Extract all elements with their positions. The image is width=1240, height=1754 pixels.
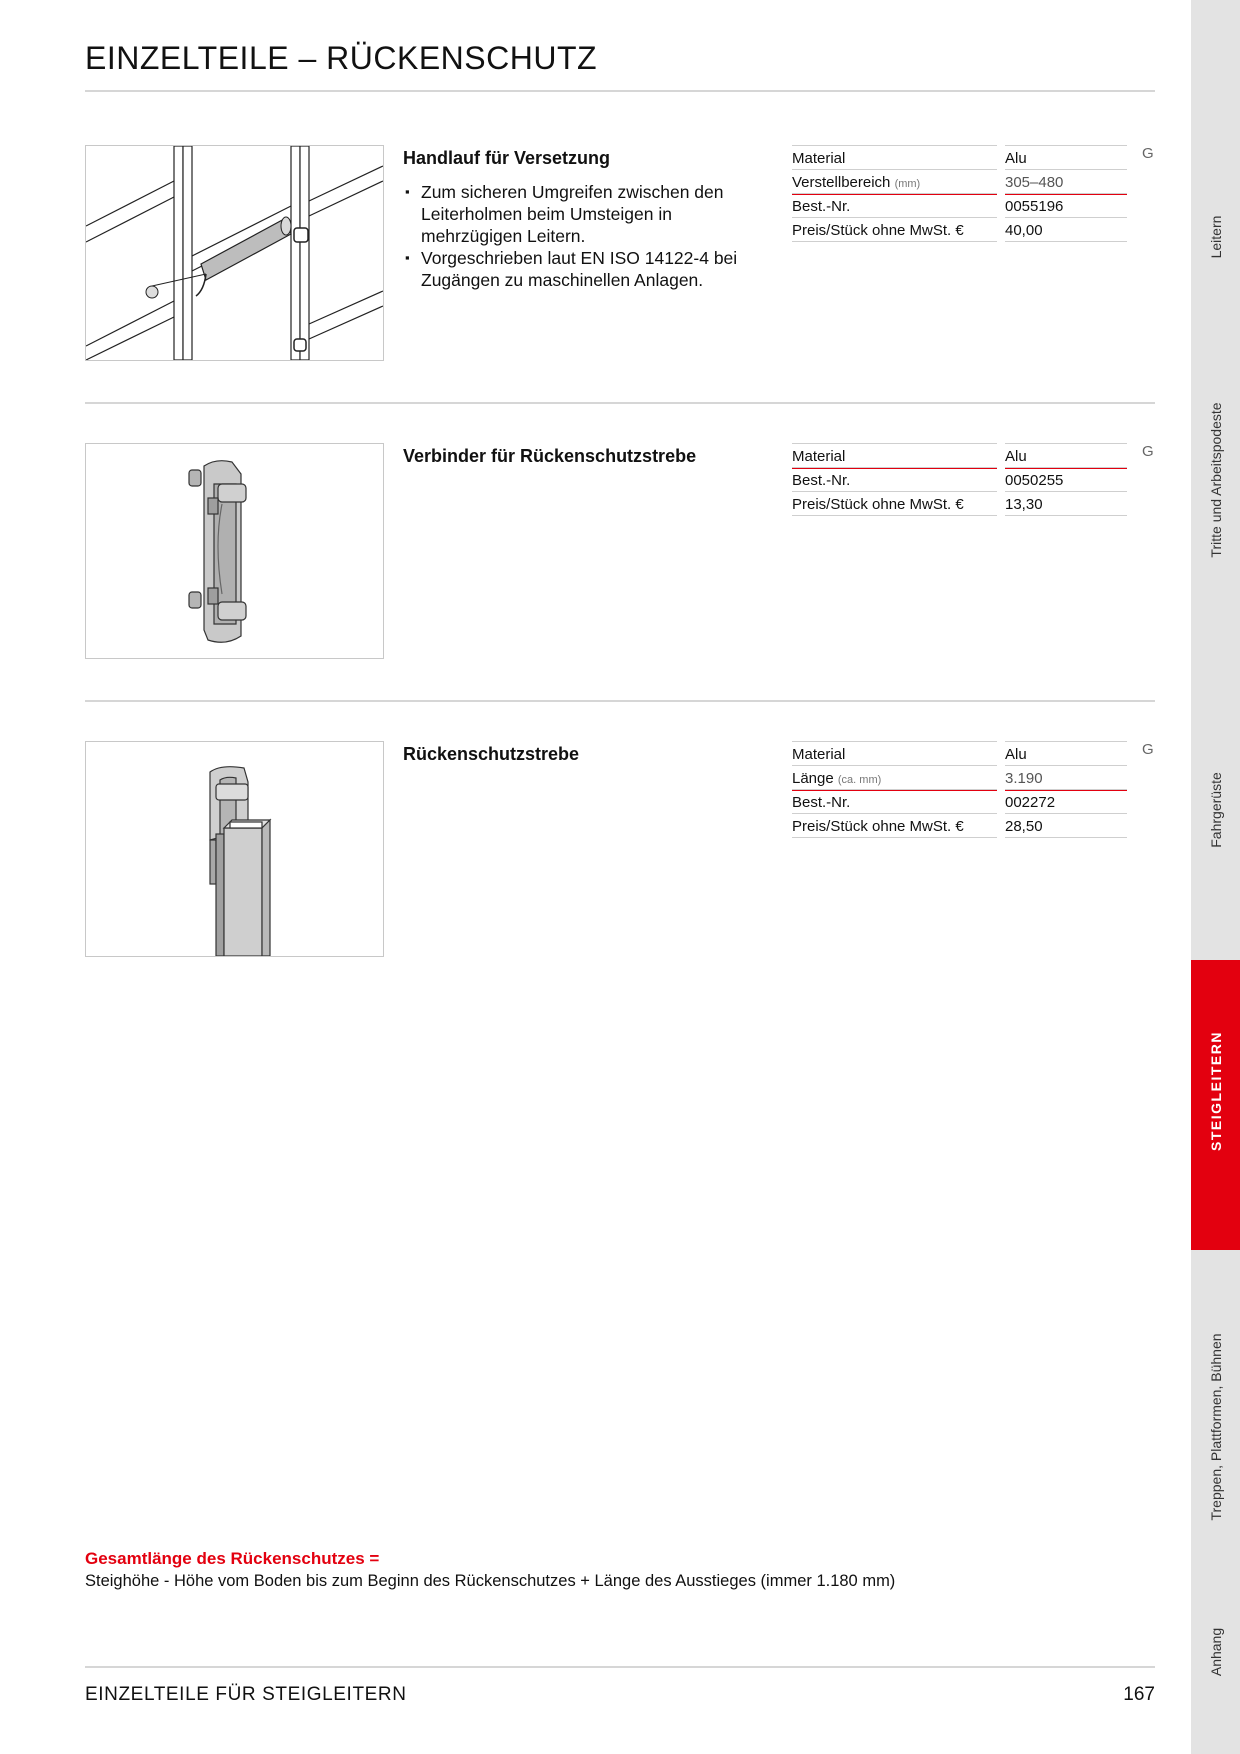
spec-row-material: [792, 443, 1127, 467]
product-image-handlauf: [85, 145, 384, 361]
feature-item: ▪ Zum sicheren Umgreifen zwischen den Leiterholmen beim Umsteigen in mehrzügigen Leitern.: [403, 181, 763, 247]
section-divider: [85, 700, 1155, 702]
spec-value: 40,00: [1005, 217, 1127, 242]
group-letter: G: [1142, 741, 1154, 758]
note-title: Gesamtlänge des Rückenschutzes =: [85, 1549, 380, 1568]
spec-value: Alu: [1005, 145, 1127, 170]
spec-label: Preis/Stück ohne MwSt. €: [792, 491, 997, 516]
spec-row-verstellbereich: [792, 169, 1127, 193]
chapter-sidebar: [1191, 0, 1240, 1754]
spec-label: Best.-Nr.: [792, 193, 997, 218]
spec-label: Länge: [792, 770, 834, 787]
product-verbinder: [85, 443, 1185, 663]
connector-illustration: [86, 444, 383, 658]
spec-table: [792, 145, 1127, 241]
product-title: Verbinder für Rückenschutzstrebe: [403, 446, 697, 466]
spec-label: Material: [792, 741, 997, 766]
spec-value: 305–480: [1005, 169, 1127, 195]
sidebar-tab-anhang[interactable]: [1191, 1550, 1240, 1754]
spec-label: Best.-Nr.: [792, 789, 997, 814]
sidebar-tab-label: Fahrgerüste: [1207, 772, 1224, 848]
product-handlauf: [85, 145, 1185, 365]
spec-value: Alu: [1005, 443, 1127, 469]
product-rueckenschutzstrebe: [85, 741, 1185, 961]
spec-label-wrap: [792, 765, 997, 791]
footer-divider: [85, 1666, 1155, 1668]
spec-row-laenge: [792, 765, 1127, 789]
spec-table: [792, 741, 1127, 837]
spec-row-material: [792, 741, 1127, 765]
spec-label: Material: [792, 443, 997, 469]
sidebar-tab-label: Leitern: [1207, 215, 1224, 259]
spec-label-wrap: [792, 169, 997, 195]
group-letter: G: [1142, 145, 1154, 162]
group-letter: G: [1142, 443, 1154, 460]
spec-label: Material: [792, 145, 997, 170]
spec-row-bestnr: [792, 193, 1127, 217]
strut-illustration: [86, 742, 383, 956]
product-image-verbinder: [85, 443, 384, 659]
spec-value: 28,50: [1005, 813, 1127, 838]
spec-value: 13,30: [1005, 491, 1127, 516]
product-title: Handlauf für Versetzung: [403, 148, 611, 168]
sidebar-tab-steigleitern[interactable]: [1191, 960, 1240, 1250]
spec-row-price: [792, 813, 1127, 837]
page-number: 167: [1123, 1684, 1155, 1705]
sidebar-tab-label: STEIGLEITERN: [1207, 1030, 1224, 1151]
spec-row-bestnr: [792, 467, 1127, 491]
note-text: Steighöhe - Höhe vom Boden bis zum Beginn des Rückenschutzes + Länge des Ausstieges (immer 1.180 mm): [85, 1572, 896, 1590]
spec-unit: (ca. mm): [837, 774, 882, 786]
spec-label: Preis/Stück ohne MwSt. €: [792, 813, 997, 838]
header-divider: [85, 90, 1155, 92]
sidebar-tab-leitern[interactable]: [1191, 0, 1240, 300]
spec-value: 0050255: [1005, 467, 1127, 492]
sidebar-tab-treppen[interactable]: [1191, 1250, 1240, 1550]
spec-label: Verstellbereich: [792, 174, 891, 191]
page-title: EINZELTEILE – RÜCKENSCHUTZ: [85, 40, 598, 76]
spec-value: 0055196: [1005, 193, 1127, 218]
spec-label: Best.-Nr.: [792, 467, 997, 492]
product-title: Rückenschutzstrebe: [403, 744, 580, 764]
section-divider: [85, 402, 1155, 404]
spec-value: 002272: [1005, 789, 1127, 814]
spec-row-material: [792, 145, 1127, 169]
spec-table: [792, 443, 1127, 515]
sidebar-tab-tritte[interactable]: [1191, 300, 1240, 660]
sidebar-tab-label: Anhang: [1207, 1627, 1224, 1677]
spec-value: 3.190: [1005, 765, 1127, 791]
handrail-illustration: [86, 146, 383, 360]
spec-row-bestnr: [792, 789, 1127, 813]
footer-section-title: EINZELTEILE FÜR STEIGLEITERN: [85, 1684, 407, 1705]
spec-row-price: [792, 491, 1127, 515]
sidebar-tab-label: Treppen, Plattformen, Bühnen: [1207, 1333, 1224, 1521]
spec-label: Preis/Stück ohne MwSt. €: [792, 217, 997, 242]
product-image-strebe: [85, 741, 384, 957]
product-features: [403, 181, 763, 291]
sidebar-tab-label: Tritte und Arbeitspodeste: [1207, 402, 1224, 558]
sidebar-tab-fahrgerueste[interactable]: [1191, 660, 1240, 960]
spec-row-price: [792, 217, 1127, 241]
feature-item: ▪ Vorgeschrieben laut EN ISO 14122-4 bei Zugängen zu maschinellen Anlagen.: [403, 247, 763, 291]
length-note: [85, 1548, 1145, 1592]
spec-unit: (mm): [894, 178, 921, 190]
spec-value: Alu: [1005, 741, 1127, 766]
